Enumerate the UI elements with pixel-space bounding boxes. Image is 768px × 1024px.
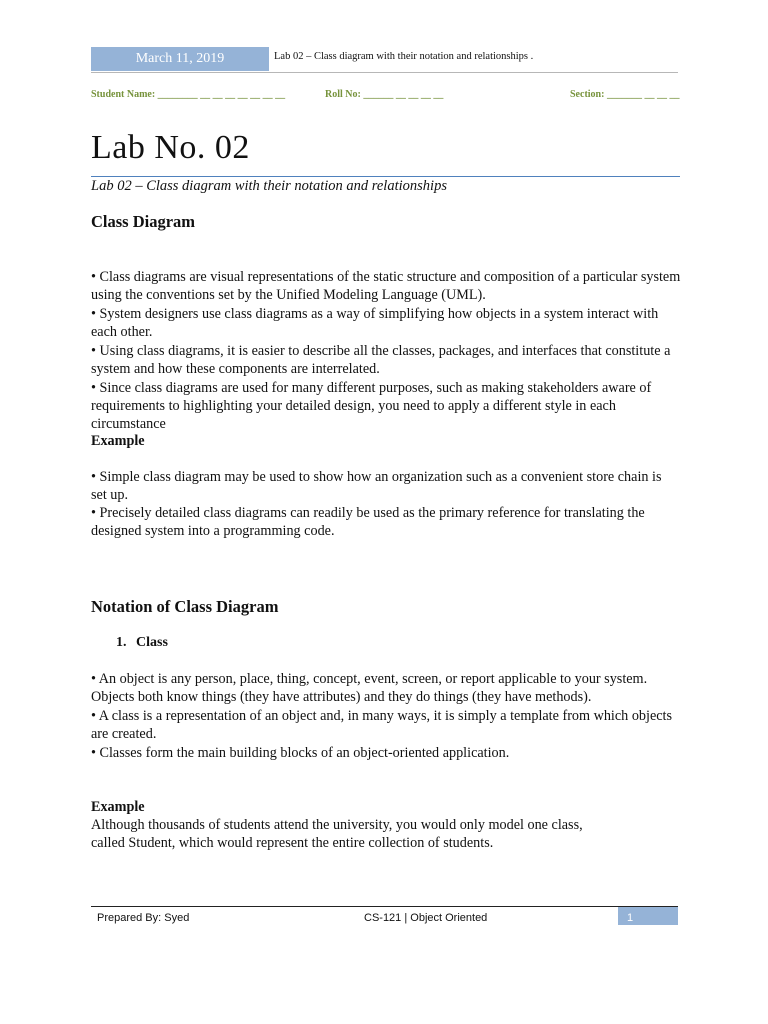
example-line: called Student, which would represent the entire collection of students. — [91, 835, 494, 851]
bullet-paragraph: • Class diagrams are visual representations of the static structure and composition of a particular system using the conventions set by the Unified Modeling Language (UML). — [91, 269, 681, 303]
class-line: Objects both know things (they have attributes) and they do things (they have methods). — [91, 689, 592, 705]
example-line: designed system into a programming code. — [91, 523, 335, 539]
footer-divider — [91, 906, 678, 907]
page-subtitle: Lab 02 – Class diagram with their notation and relationships — [91, 178, 447, 194]
student-name-field: Student Name: ________ __ __ __ __ __ __ __ — [91, 89, 286, 100]
class-line: • Classes form the main building blocks of an object-oriented application. — [91, 745, 510, 761]
class-line: • An object is any person, place, thing, concept, event, screen, or report applicable to your system. — [91, 671, 648, 687]
page-title: Lab No. 02 — [91, 129, 250, 166]
roll-no-field: Roll No: ______ __ __ __ __ — [325, 89, 444, 100]
example-label-2: Example — [91, 799, 145, 815]
class-bullets — [91, 670, 686, 762]
header-doc-title: Lab 02 – Class diagram with their notation and relationships . — [274, 51, 534, 62]
example-label: Example — [91, 433, 145, 449]
notation-heading: Notation of Class Diagram — [91, 597, 279, 616]
class-line: • A class is a representation of an object and, in many ways, it is simply a template from which objects are created. — [91, 708, 673, 742]
footer-course: CS-121 | Object Oriented — [364, 912, 488, 924]
example-line: Although thousands of students attend the university, you would only model one class, — [91, 817, 583, 833]
header-divider — [91, 72, 678, 73]
title-divider — [91, 176, 680, 177]
bullet-paragraph: • Using class diagrams, it is easier to describe all the classes, packages, and interfaces that constitute a system and how these components are interrelated. — [91, 343, 671, 377]
example-line: set up. — [91, 487, 129, 503]
list-item-number: 1. — [116, 635, 127, 650]
header-date: March 11, 2019 — [91, 47, 269, 71]
example2-lines — [91, 816, 686, 852]
list-item-class: Class — [136, 635, 168, 650]
footer-clip — [91, 925, 678, 931]
bullet-paragraph: • Since class diagrams are used for many different purposes, such as making stakeholders aware of requirements to highlighting your detailed design, you need to apply a different style in each circumstance — [91, 380, 652, 432]
class-diagram-heading: Class Diagram — [91, 212, 196, 231]
example-lines — [91, 468, 686, 540]
example-line: • Simple class diagram may be used to show how an organization such as a convenient store chain is — [91, 469, 662, 485]
example-line: • Precisely detailed class diagrams can readily be used as the primary reference for translating the — [91, 505, 645, 521]
section-field: Section: _______ __ __ __ — [570, 89, 680, 100]
bullet-paragraph: • System designers use class diagrams as a way of simplifying how objects in a system interact with each other. — [91, 306, 659, 340]
page-number: 1 — [618, 907, 678, 930]
footer-prepared-by: Prepared By: Syed — [97, 912, 190, 924]
class-diagram-bullets — [91, 268, 686, 433]
